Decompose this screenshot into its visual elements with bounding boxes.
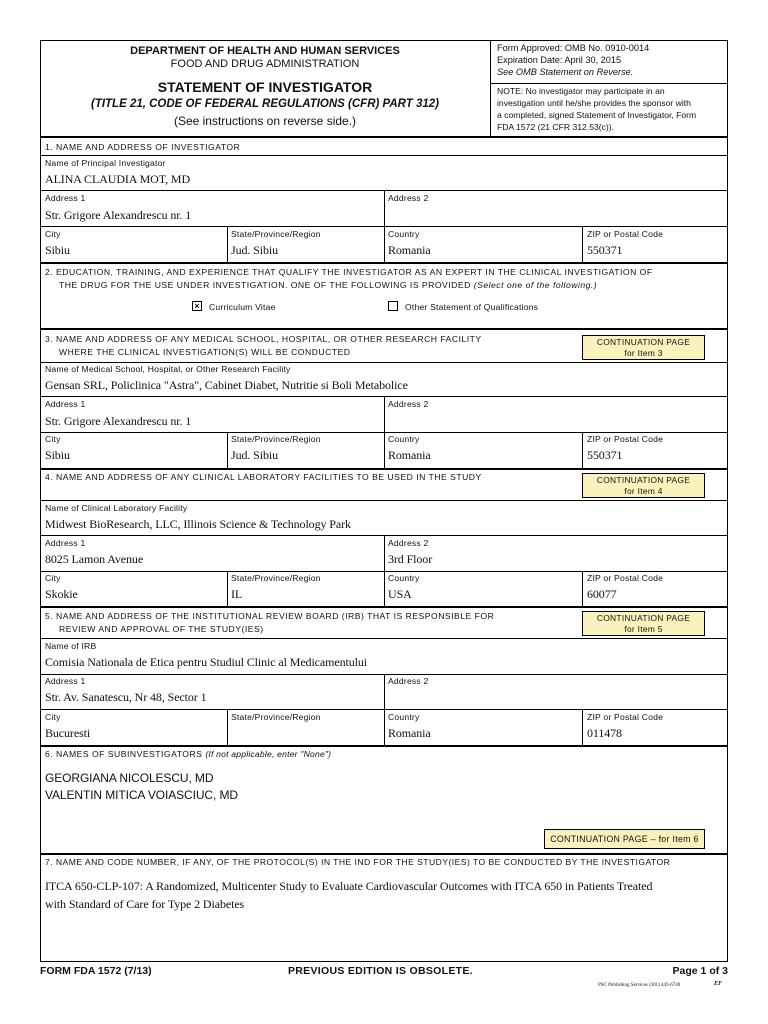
s5-country-field[interactable]: Romania [388, 726, 431, 740]
section-rule [40, 606, 728, 608]
header-divider [490, 40, 491, 137]
pi-name-label: Name of Principal Investigator [45, 158, 166, 168]
section-6-heading [45, 748, 331, 761]
s1-city-field[interactable]: Sibiu [45, 243, 70, 257]
section-rule [40, 745, 728, 747]
form-id: FORM FDA 1572 (7/13) [40, 965, 152, 977]
instructions-note: (See instructions on reverse side.) [173, 114, 357, 128]
section-rule [40, 262, 728, 264]
page-number: Page 1 of 3 [672, 965, 728, 977]
form-title: STATEMENT OF INVESTIGATOR [157, 79, 373, 95]
rule [40, 362, 728, 363]
s5-address1-label: Address 1 [45, 676, 86, 686]
s1-address2-label: Address 2 [388, 193, 429, 203]
s5-country-label: Country [388, 712, 420, 722]
section-7-heading: 7. NAME AND CODE NUMBER, IF ANY, OF THE PROTOCOL(S) IN THE IND FOR THE STUDY(IES) TO BE CONDUCTED BY THE INVESTIGATOR [45, 857, 671, 867]
continuation-page-item-5-button[interactable] [582, 611, 705, 636]
note-line-3: a completed, signed Statement of Investigator, Form [497, 110, 697, 120]
pi-name-field[interactable]: ALINA CLAUDIA MOT, MD [45, 172, 191, 186]
obsolete-notice: PREVIOUS EDITION IS OBSOLETE. [288, 965, 473, 977]
continuation-item: for Item 5 [624, 624, 663, 634]
s3-zip-field[interactable]: 550371 [587, 448, 623, 462]
s3-state-label: State/Province/Region [231, 434, 321, 444]
header-bottom-rule [40, 136, 728, 138]
continuation-page-item-3-button[interactable] [582, 335, 705, 360]
expiration-date: Expiration Date: April 30, 2015 [497, 55, 622, 65]
rule [384, 535, 385, 571]
section-2-heading-text: THE DRUG FOR THE USE UNDER INVESTIGATION. ONE OF THE FOLLOWING IS PROVIDED [59, 280, 471, 290]
section-5-heading-line-1: 5. NAME AND ADDRESS OF THE INSTITUTIONAL REVIEW BOARD (IRB) THAT IS RESPONSIBLE FOR [45, 611, 495, 621]
form-subtitle: (TITLE 21, CODE OF FEDERAL REGULATIONS (CFR) PART 312) [90, 98, 439, 110]
s5-zip-field[interactable]: 011478 [587, 726, 622, 740]
s3-country-field[interactable]: Romania [388, 448, 431, 462]
subinvestigator-1[interactable]: GEORGIANA NICOLESCU, MD [45, 771, 214, 785]
s1-address1-field[interactable]: Str. Grigore Alexandrescu nr. 1 [45, 208, 192, 222]
rule [582, 571, 583, 607]
s3-address2-label: Address 2 [388, 399, 429, 409]
curriculum-vitae-checkbox[interactable] [192, 301, 202, 311]
s3-city-field[interactable]: Sibiu [45, 448, 70, 462]
rule [384, 190, 385, 226]
rule [384, 674, 385, 710]
s5-zip-label: ZIP or Postal Code [587, 712, 664, 722]
rule [384, 226, 385, 262]
section-5-heading-line-2: REVIEW AND APPROVAL OF THE STUDY(IES) [59, 624, 264, 634]
section-1-heading: 1. NAME AND ADDRESS OF INVESTIGATOR [45, 142, 241, 152]
rule [40, 500, 728, 501]
section-4-heading: 4. NAME AND ADDRESS OF ANY CLINICAL LABORATORY FACILITIES TO BE USED IN THE STUDY [45, 472, 482, 482]
rule [582, 432, 583, 468]
section-2-select-note: (Select one of the following.) [473, 280, 598, 290]
rule [384, 709, 385, 745]
s4-state-field[interactable]: IL [231, 587, 243, 601]
s3-zip-label: ZIP or Postal Code [587, 434, 664, 444]
checkmark-icon: × [194, 301, 200, 311]
continuation-page-item-4-button[interactable] [582, 473, 705, 498]
rule [227, 709, 228, 745]
irb-name-field[interactable]: Comisia Nationala de Etica pentru Studiul Clinic al Medicamentului [45, 655, 367, 669]
rule [384, 571, 385, 607]
rule [384, 396, 385, 432]
rule [582, 709, 583, 745]
s5-city-field[interactable]: Bucuresti [45, 726, 91, 740]
s1-zip-label: ZIP or Postal Code [587, 229, 664, 239]
rule [40, 155, 728, 156]
subinvestigator-2[interactable]: VALENTIN MITICA VOIASCIUC, MD [45, 788, 238, 802]
irb-name-label: Name of IRB [45, 641, 97, 651]
s4-address2-label: Address 2 [388, 538, 429, 548]
section-6-heading-note: (If not applicable, enter "None") [205, 749, 332, 759]
rule [40, 638, 728, 639]
s4-address1-label: Address 1 [45, 538, 86, 548]
s1-address1-label: Address 1 [45, 193, 86, 203]
s5-city-label: City [45, 712, 61, 722]
facility-name-field[interactable]: Gensan SRL, Policlinica "Astra", Cabinet Diabet, Nutritie si Boli Metabolice [45, 378, 408, 392]
note-line-1: NOTE: No investigator may participate in an [497, 86, 665, 96]
continuation-label: CONTINUATION PAGE [596, 613, 691, 623]
section-rule [40, 468, 728, 470]
rule [227, 432, 228, 468]
section-rule [40, 328, 728, 330]
section-6-heading-text: 6. NAMES OF SUBINVESTIGATORS [45, 749, 203, 759]
agency-name: FOOD AND DRUG ADMINISTRATION [170, 58, 360, 70]
s3-address1-field[interactable]: Str. Grigore Alexandrescu nr. 1 [45, 414, 192, 428]
s4-address2-field[interactable]: 3rd Floor [388, 552, 433, 566]
ef-mark: EF [714, 981, 723, 987]
curriculum-vitae-label: Curriculum Vitae [209, 302, 276, 312]
s5-state-label: State/Province/Region [231, 712, 321, 722]
s5-address1-field[interactable]: Str. Av. Sanatescu, Nr 48, Sector 1 [45, 690, 207, 704]
section-3-heading-line-1: 3. NAME AND ADDRESS OF ANY MEDICAL SCHOOL, HOSPITAL, OR OTHER RESEARCH FACILITY [45, 334, 482, 344]
s4-address1-field[interactable]: 8025 Lamon Avenue [45, 552, 144, 566]
s4-state-label: State/Province/Region [231, 573, 321, 583]
department-name: DEPARTMENT OF HEALTH AND HUMAN SERVICES [130, 45, 400, 57]
s5-address2-label: Address 2 [388, 676, 429, 686]
rule [227, 226, 228, 262]
lab-name-label: Name of Clinical Laboratory Facility [45, 503, 188, 513]
s3-country-label: Country [388, 434, 420, 444]
note-line-4: FDA 1572 (21 CFR 312.53(c)). [497, 122, 615, 132]
protocol-line-1[interactable]: ITCA 650-CLP-107: A Randomized, Multicenter Study to Evaluate Cardiovascular Outcomes with ITCA 650 in Patients Treated [45, 879, 653, 893]
s1-country-label: Country [388, 229, 420, 239]
s4-city-field[interactable]: Skokie [45, 587, 78, 601]
s1-state-label: State/Province/Region [231, 229, 321, 239]
rule [384, 432, 385, 468]
omb-note: See OMB Statement on Reverse. [497, 67, 634, 77]
s4-zip-field[interactable]: 60077 [587, 587, 617, 601]
other-statement-label: Other Statement of Qualifications [405, 302, 539, 312]
s4-country-field[interactable]: USA [388, 587, 412, 601]
publisher-note: PSC Publishing Services (301) 443-6740 [598, 983, 681, 988]
section-2-heading-line-2 [59, 279, 597, 292]
other-statement-checkbox[interactable] [388, 301, 398, 311]
lab-name-field[interactable]: Midwest BioResearch, LLC, Illinois Science & Technology Park [45, 517, 351, 531]
continuation-item: for Item 3 [624, 348, 663, 358]
s1-state-field[interactable]: Jud. Sibiu [231, 243, 279, 257]
rule [227, 571, 228, 607]
header-right-divider [490, 83, 728, 84]
s3-state-field[interactable]: Jud. Sibiu [231, 448, 279, 462]
s4-zip-label: ZIP or Postal Code [587, 573, 664, 583]
section-2-heading-line-1: 2. EDUCATION, TRAINING, AND EXPERIENCE THAT QUALIFY THE INVESTIGATOR AS AN EXPERT IN THE CLINICAL INVESTIGATION OF [45, 267, 653, 277]
s1-city-label: City [45, 229, 61, 239]
facility-name-label: Name of Medical School, Hospital, or Other Research Facility [45, 364, 291, 374]
s4-city-label: City [45, 573, 61, 583]
continuation-label: CONTINUATION PAGE [596, 337, 691, 347]
rule [582, 226, 583, 262]
continuation-page-item-6-button[interactable]: CONTINUATION PAGE – for Item 6 [544, 829, 705, 849]
s4-country-label: Country [388, 573, 420, 583]
section-3-heading-line-2: WHERE THE CLINICAL INVESTIGATION(S) WILL BE CONDUCTED [59, 347, 351, 357]
s1-country-field[interactable]: Romania [388, 243, 431, 257]
s3-city-label: City [45, 434, 61, 444]
continuation-item: for Item 4 [624, 486, 663, 496]
section-rule [40, 853, 728, 855]
note-line-2: investigation until he/she provides the sponsor with [497, 98, 691, 108]
s1-zip-field[interactable]: 550371 [587, 243, 623, 257]
form-approved: Form Approved: OMB No. 0910-0014 [497, 43, 650, 53]
s3-address1-label: Address 1 [45, 399, 86, 409]
protocol-line-2[interactable]: with Standard of Care for Type 2 Diabetes [45, 897, 245, 911]
continuation-label: CONTINUATION PAGE [596, 475, 691, 485]
